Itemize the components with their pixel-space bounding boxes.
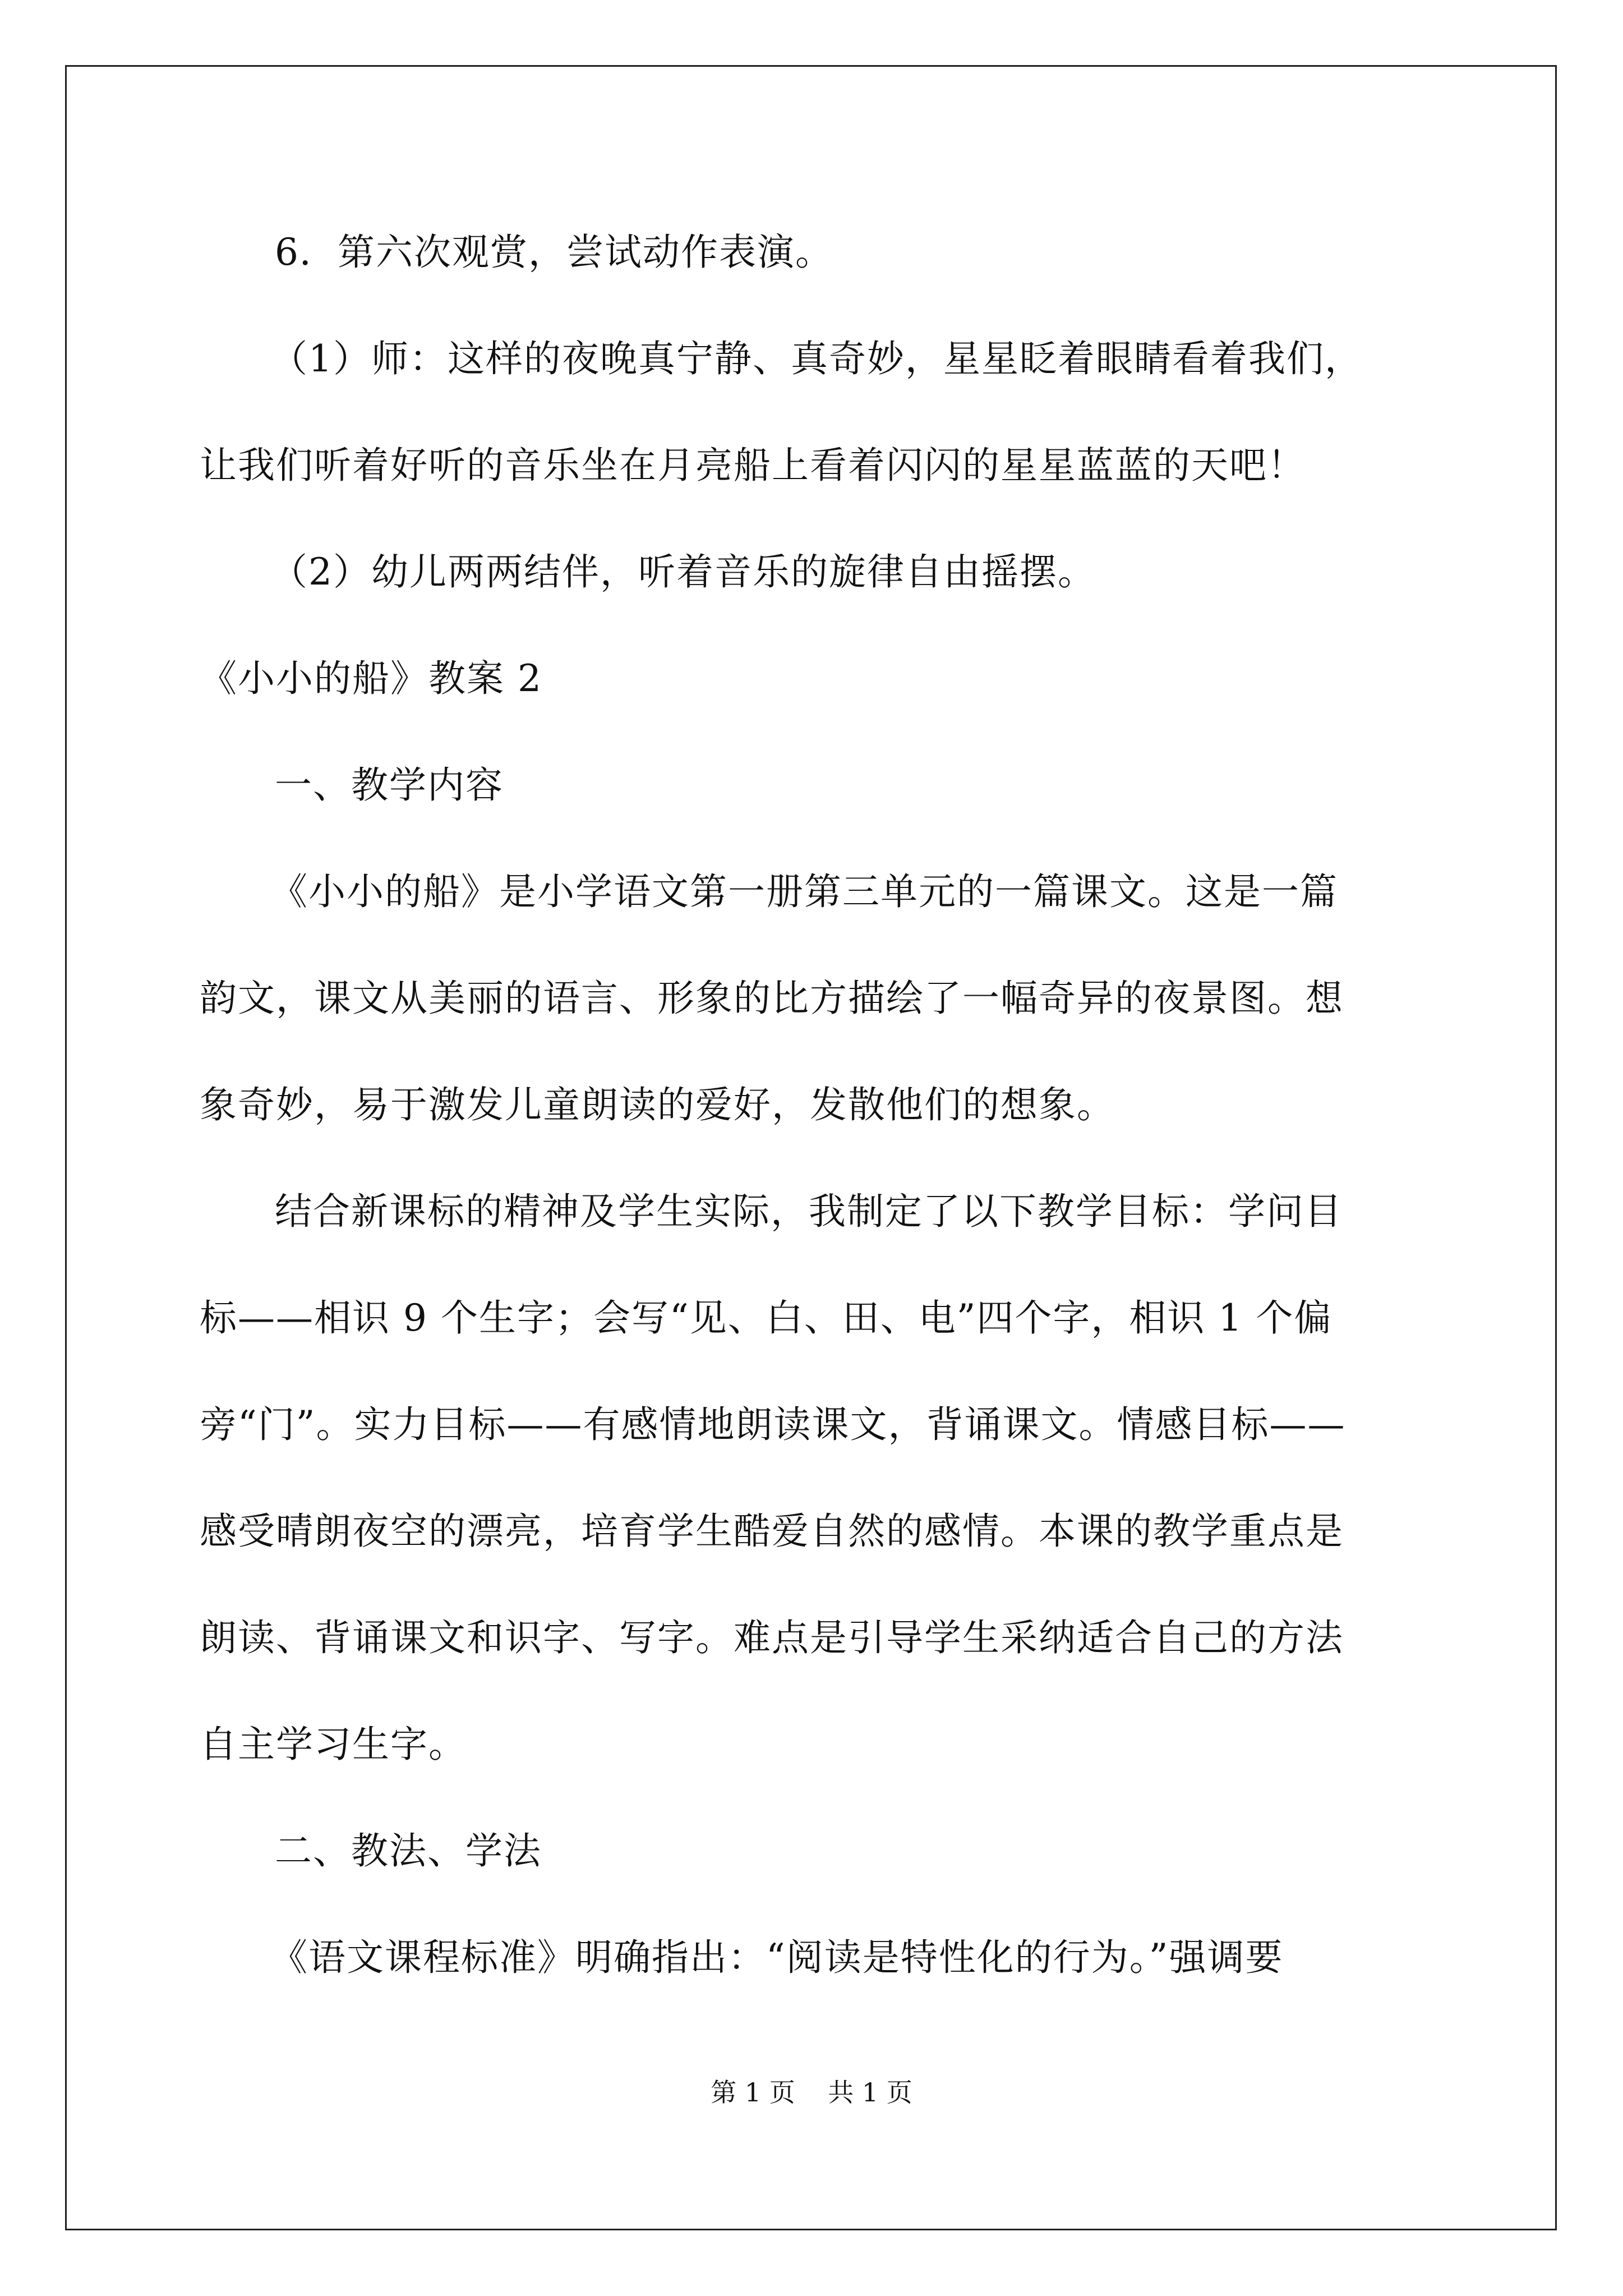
text-line: 韵文，课文从美丽的语言、形象的比方描绘了一幅奇异的夜景图。想 <box>200 977 1344 1020</box>
page-border <box>65 65 1557 2230</box>
text-line: 6．第六次观赏，尝试动作表演。 <box>275 231 833 274</box>
text-line: 感受晴朗夜空的漂亮，培育学生酷爱自然的感情。本课的教学重点是 <box>200 1510 1344 1553</box>
text-line: 让我们听着好听的音乐坐在月亮船上看着闪闪的星星蓝蓝的天吧！ <box>200 444 1306 487</box>
text-line: （2）幼儿两两结伴，听着音乐的旋律自由摇摆。 <box>270 550 1096 593</box>
section-heading: 《小小的船》教案 2 <box>200 657 542 700</box>
text-line: 《小小的船》是小学语文第一册第三单元的一篇课文。这是一篇 <box>270 870 1338 913</box>
text-line: 旁“门”。实力目标——有感情地朗读课文，背诵课文。情感目标—— <box>200 1403 1346 1446</box>
text-line: （1）师：这样的夜晚真宁静、真奇妙，星星眨着眼睛看着我们， <box>270 337 1363 380</box>
text-line: 结合新课标的精神及学生实际，我制定了以下教学目标：学问目 <box>275 1190 1343 1233</box>
page-footer: 第 1 页 共 1 页 <box>711 2077 912 2108</box>
section-heading: 一、教学内容 <box>275 763 504 807</box>
text-line: 朗读、背诵课文和识字、写字。难点是引导学生采纳适合自己的方法 <box>200 1616 1344 1659</box>
text-line: 象奇妙，易于激发儿童朗读的爱好，发散他们的想象。 <box>200 1083 1115 1126</box>
text-line: 《语文课程标准》明确指出：“阅读是特性化的行为。”强调要 <box>270 1936 1284 1979</box>
text-line: 标——相识 9 个生字；会写“见、白、田、电”四个字，相识 1 个偏 <box>200 1296 1332 1340</box>
section-heading: 二、教法、学法 <box>275 1829 542 1872</box>
text-line: 自主学习生字。 <box>200 1723 467 1766</box>
